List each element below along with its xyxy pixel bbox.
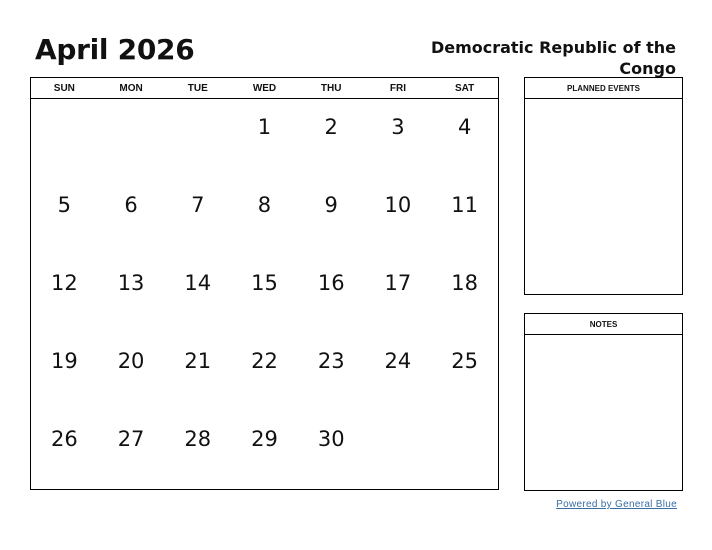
day-cell: 13 — [117, 271, 145, 295]
empty-day-cell — [31, 99, 98, 177]
weekday-header-row — [31, 78, 498, 99]
day-cell: 30 — [317, 427, 345, 451]
day-cell: 1 — [257, 115, 272, 139]
notes-panel — [524, 313, 683, 491]
weekday-label: WED — [252, 83, 277, 94]
empty-day-cell — [431, 411, 498, 489]
day-cell: 14 — [184, 271, 212, 295]
planned-events-heading: PLANNED EVENTS — [525, 78, 682, 99]
empty-day-cell — [98, 99, 165, 177]
day-cell: 11 — [451, 193, 478, 217]
notes-heading: NOTES — [525, 314, 682, 335]
planned-events-panel — [524, 77, 683, 295]
day-cell: 5 — [57, 193, 72, 217]
day-cell: 22 — [251, 349, 278, 373]
weekday-label: MON — [119, 83, 143, 94]
weekday-label: TUE — [187, 83, 208, 94]
day-cell: 28 — [184, 427, 212, 451]
day-cell: 27 — [117, 427, 145, 451]
day-cell: 18 — [451, 271, 478, 295]
day-cell: 16 — [317, 271, 345, 295]
country-name: Democratic Republic of the Congo — [430, 38, 676, 78]
day-cell: 8 — [257, 193, 272, 217]
day-cell: 10 — [384, 193, 412, 217]
calendar-grid — [30, 77, 499, 490]
day-cell: 24 — [384, 349, 412, 373]
day-cell: 20 — [117, 349, 145, 373]
day-cell: 29 — [251, 427, 278, 451]
weekday-label: SAT — [455, 83, 475, 94]
day-cell: 17 — [384, 271, 412, 295]
day-cell: 23 — [317, 349, 345, 373]
day-cell: 19 — [50, 349, 78, 373]
day-cell: 4 — [457, 115, 472, 139]
weekday-label: THU — [320, 83, 342, 94]
day-cell: 3 — [391, 115, 405, 139]
empty-day-cell — [365, 411, 432, 489]
day-cell: 25 — [451, 349, 478, 373]
day-cell: 26 — [50, 427, 78, 451]
empty-day-cell — [164, 99, 231, 177]
weekday-label: FRI — [389, 83, 406, 94]
day-cell: 12 — [50, 271, 78, 295]
day-cell: 6 — [124, 193, 138, 217]
day-cell: 9 — [324, 193, 338, 217]
day-cell: 15 — [251, 271, 278, 295]
day-cell: 2 — [324, 115, 338, 139]
weekday-label: SUN — [53, 83, 75, 94]
day-cell: 21 — [184, 349, 212, 373]
weeks-grid — [31, 99, 498, 489]
page-title: April 2026 — [35, 33, 195, 66]
powered-by-link[interactable]: Powered by General Blue — [556, 499, 677, 510]
day-cell: 7 — [191, 193, 205, 217]
